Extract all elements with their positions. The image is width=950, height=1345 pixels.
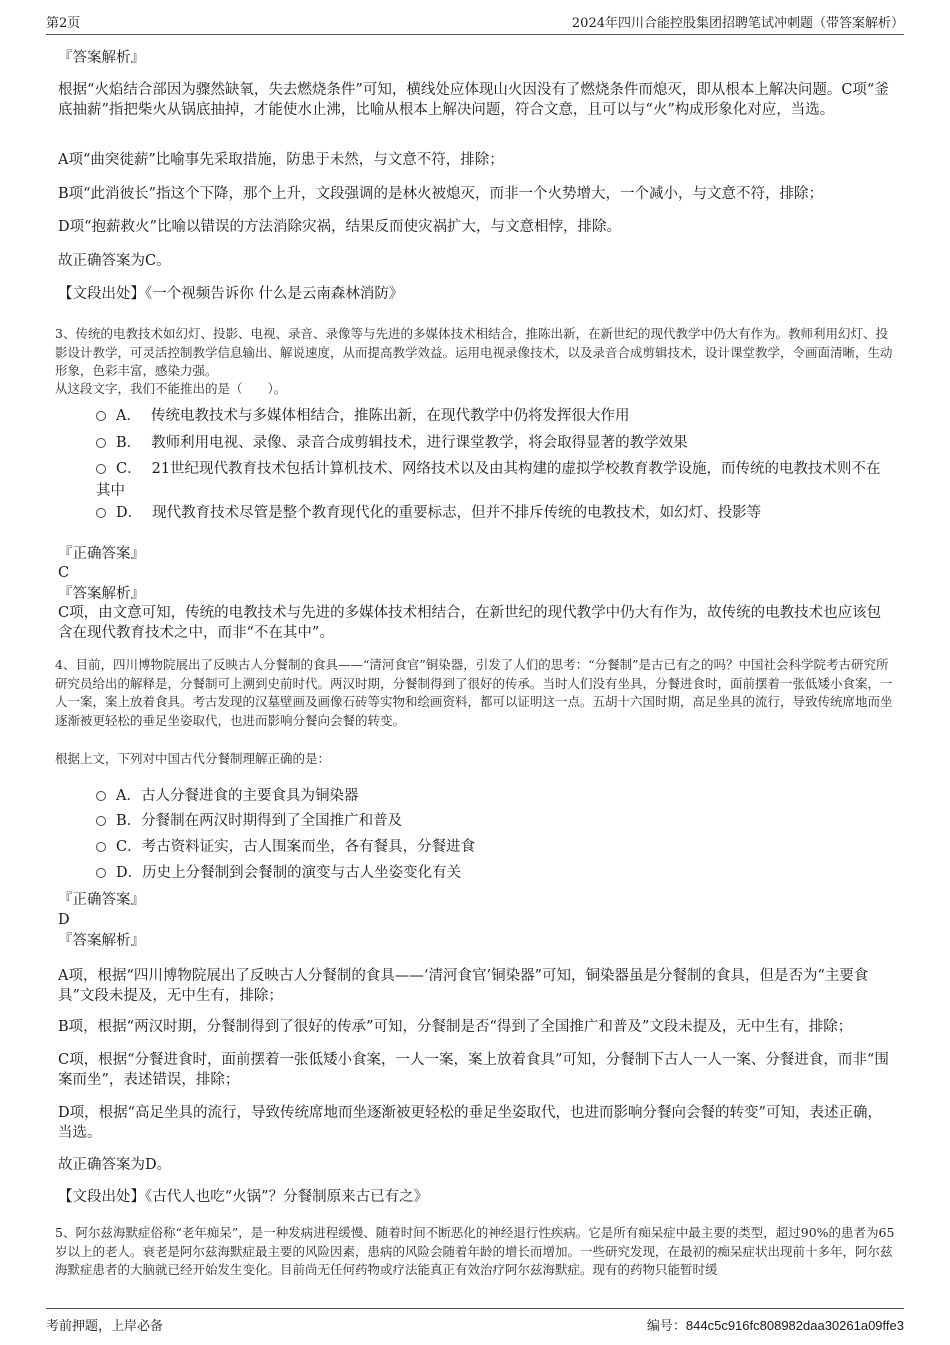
document-code [647, 1315, 904, 1334]
q4-analysis-b: B项，根据“两汉时期，分餐制得到了很好的传承”可知，分餐制是否“得到了全国推广和普及”文段未提及，无中生有，排除； [58, 1019, 853, 1035]
q4-analysis-title: 『答案解析』 [58, 933, 145, 949]
radio-icon[interactable] [96, 508, 106, 518]
radio-icon[interactable] [96, 791, 106, 801]
q3-correct-answer: C [58, 565, 70, 581]
q4-analysis-c: C项，根据“分餐进食时，面前摆着一张低矮小食案，一人一案，案上放着食具”可知，分餐制下古人一人一案、分餐进食，而非“围案而坐”，表述错误，排除； [58, 1052, 889, 1088]
radio-icon[interactable] [96, 816, 106, 826]
q4-question: 根据上文，下列对中国古代分餐制理解正确的是： [55, 751, 331, 766]
q3-option-d[interactable]: D． 现代教育技术尽管是整个教育现代化的重要标志，但并不排斥传统的电教技术，如幻灯、投影等 [96, 502, 896, 524]
q4-option-a[interactable]: A．古人分餐进食的主要食具为铜染器 [96, 785, 896, 807]
radio-icon[interactable] [96, 842, 106, 852]
q4-conclusion: 故正确答案为D。 [58, 1157, 172, 1173]
q4-correct-answer: D [58, 912, 70, 928]
q4-correct-title: 『正确答案』 [58, 892, 145, 908]
q4-option-c[interactable]: C．考古资料证实，古人围案而坐，各有餐具，分餐进食 [96, 836, 896, 858]
q4-source: 【文段出处】《古代人也吃“火锅”？分餐制原来古已有之》 [58, 1189, 429, 1205]
q5-stem: 5、阿尔兹海默症俗称“老年痴呆”，是一种发病进程缓慢、随着时间不断恶化的神经退行性疾病。它是所有痴呆症中最主要的类型，超过90%的患者为65岁以上的老人。衰老是阿尔兹海默症最主要的风险因素，患病的风险会随着年龄的增长而增加。一些研究发现，在最初的痴呆症状出现前十多年，阿尔兹海默症患者的大脑就已经开始发生变化。目前尚无任何药物或疗法能真正有效治疗阿尔兹海默症。现有的药物只能暂时缓 [55, 1225, 895, 1277]
q3-option-c[interactable]: C． 21世纪现代教育技术包括计算机技术、网络技术以及由其构建的虚拟学校教育教学设施，而传统的电教技术则不在其中 [96, 461, 881, 499]
footer-slogan: 考前押题，上岸必备 [46, 1319, 164, 1334]
q2-conclusion: 故正确答案为C。 [58, 253, 171, 269]
page-header [46, 10, 904, 35]
radio-icon[interactable] [96, 868, 106, 878]
q2-analysis-a: A项“曲突徙薪”比喻事先采取措施，防患于未然，与文意不符，排除； [58, 152, 504, 168]
code-label: 编号： [646, 1319, 686, 1334]
q2-analysis-b: B项“此消彼长”指这个下降，那个上升，文段强调的是林火被熄灭，而非一个火势增大，一个减小，与文意不符，排除； [58, 186, 823, 202]
q2-analysis-title: 『答案解析』 [58, 50, 145, 66]
q4-option-d[interactable]: D．历史上分餐制到会餐制的演变与古人坐姿变化有关 [96, 862, 896, 884]
q2-analysis-d: D项“抱薪救火”比喻以错误的方法消除灾祸，结果反而使灾祸扩大，与文意相悖，排除。 [58, 219, 621, 235]
code-value: 844c5c916fc808982daa30261a09ffe3 [685, 1318, 904, 1333]
radio-icon[interactable] [96, 464, 106, 474]
q3-question: 从这段文字，我们不能推出的是（ ）。 [55, 381, 287, 396]
q4-option-b[interactable]: B．分餐制在两汉时期得到了全国推广和普及 [96, 810, 896, 832]
q3-analysis-title: 『答案解析』 [58, 586, 145, 602]
q3-analysis: C项，由文意可知，传统的电教技术与先进的多媒体技术相结合，在新世纪的现代教学中仍大有作为，故传统的电教技术也应该包含在现代教育技术之中，而非“不在其中”。 [58, 605, 882, 641]
page-number: 第2页 [46, 16, 81, 31]
q4-analysis-d: D项，根据“高足坐具的流行，导致传统席地而坐逐渐被更轻松的垂足坐姿取代，也进而影响分餐向会餐的转变”可知，表述正确，当选。 [58, 1105, 882, 1141]
radio-icon[interactable] [96, 438, 106, 448]
q3-correct-title: 『正确答案』 [58, 546, 145, 562]
q4-stem: 4、目前，四川博物院展出了反映古人分餐制的食具——“清河食官”铜染器，引发了人们的思考：“分餐制”是古已有之的吗？中国社会科学院考古研究所研究员给出的解释是，分餐制可上溯到史前时代。两汉时期，分餐制得到了很好的传承。当时人们没有坐具，分餐进食时，面前摆着一张低矮小食案，一人一案，案上放着食具。考古发现的汉墓壁画及画像石砖等实物和绘画资料，都可以证明这一点。五胡十六国时期，高足坐具的流行，导致传统席地而坐逐渐被更轻松的垂足坐姿取代，也进而影响分餐向会餐的转变。 [55, 657, 893, 728]
q3-option-b[interactable]: B． 教师利用电视、录像、录音合成剪辑技术，进行课堂教学，将会取得显著的教学效果 [96, 432, 896, 454]
document-title: 2024年四川合能控股集团招聘笔试冲刺题（带答案解析） [571, 16, 904, 31]
page-footer [46, 1308, 904, 1333]
q3-stem: 3、传统的电教技术如幻灯、投影、电视、录音、录像等与先进的多媒体技术相结合，推陈出新，在新世纪的现代教学中仍大有作为。教师利用幻灯、投影设计教学，可灵活控制教学信息输出、解说速度，从而提高教学效益。运用电视录像技术，以及录音合成剪辑技术，设计课堂教学，令画面清晰，生动形象，色彩丰富，感染力强。 [55, 326, 893, 378]
q3-option-a[interactable]: A． 传统电教技术与多媒体相结合，推陈出新，在现代教学中仍将发挥很大作用 [96, 405, 896, 427]
q2-analysis-main: 根据“火焰结合部因为骤然缺氧，失去燃烧条件”可知，横线处应体现山火因没有了燃烧条件而熄灭，即从根本上解决问题。C项“釜底抽薪”指把柴火从锅底抽掉，才能使水止沸，比喻从根本上解决问题，符合文意，且可以与“火”构成形象化对应，当选。 [58, 82, 889, 118]
q4-analysis-a: A项，根据“四川博物院展出了反映古人分餐制的食具——‘清河食官’铜染器”可知，铜染器虽是分餐制的食具，但是否为“主要食具”文段未提及，无中生有，排除； [58, 968, 869, 1004]
radio-icon[interactable] [96, 411, 106, 421]
q2-source: 【文段出处】《一个视频告诉你 什么是云南森林消防》 [58, 286, 404, 302]
